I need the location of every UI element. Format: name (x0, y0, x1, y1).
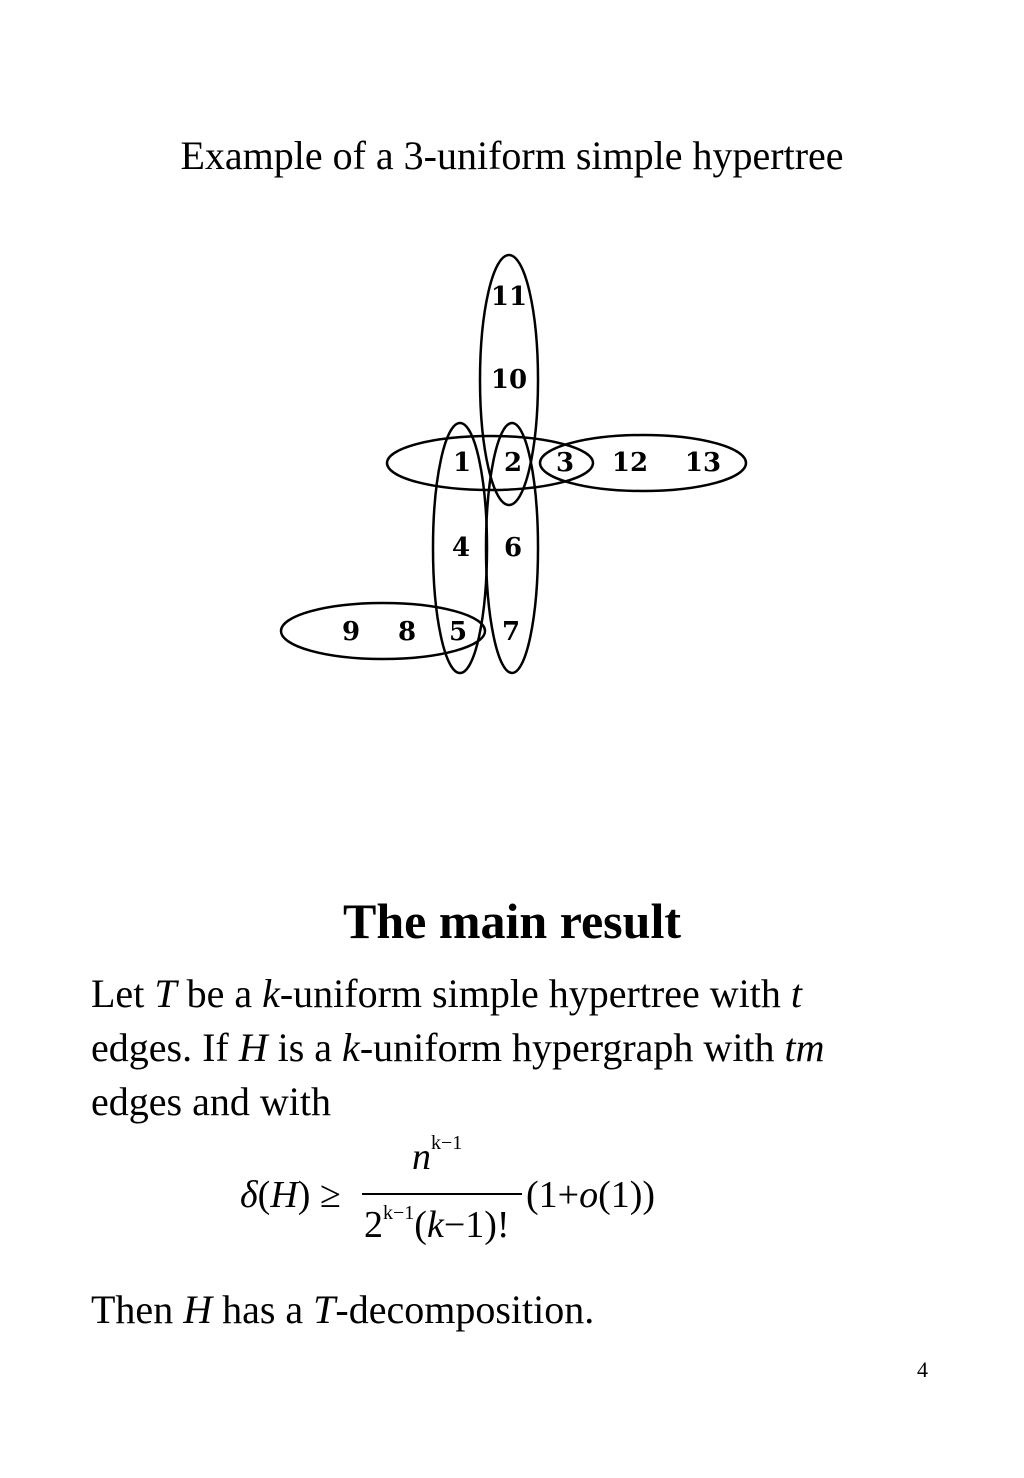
vertex-10: 10 (490, 365, 528, 395)
formula-denominator: $2^{k-1}(k-1)$! (364, 1202, 510, 1246)
conclusion-line: Then H has a T-decomposition. (91, 1287, 595, 1332)
vertex-4: 4 (451, 533, 471, 563)
theorem-line-3: edges and with (91, 1079, 331, 1124)
slide-title: Example of a 3-uniform simple hypertree (180, 133, 844, 178)
vertex-11: 11 (490, 282, 528, 312)
section-heading: The main result (343, 893, 681, 949)
hypertree-diagram (0, 0, 1024, 720)
vertex-7: 7 (501, 617, 521, 647)
formula-numerator: $n^{k-1}$ (412, 1132, 463, 1178)
vertex-13: 13 (684, 448, 722, 478)
vertex-2: 2 (503, 448, 523, 478)
vertex-1: 1 (452, 448, 472, 478)
min-degree-formula (240, 1132, 680, 1265)
denominator-exponent: k−1 (383, 1202, 415, 1225)
formula-factor: (1+o(1)) (526, 1174, 656, 1216)
theorem-line-1: Let T be a k-uniform simple hypertree with t (91, 971, 802, 1016)
vertex-3: 3 (555, 448, 575, 478)
vertex-8: 8 (397, 617, 417, 647)
fraction-bar (362, 1193, 522, 1195)
vertex-6: 6 (503, 533, 523, 563)
formula-lhs: δ(H) ≥ (240, 1174, 341, 1216)
vertex-12: 12 (611, 448, 649, 478)
page-number: 4 (917, 1357, 928, 1382)
numerator-exponent: k−1 (431, 1132, 463, 1155)
theorem-line-2: edges. If H is a k-uniform hypergraph with tm (91, 1025, 825, 1070)
vertex-5: 5 (448, 617, 468, 647)
vertex-9: 9 (341, 617, 361, 647)
